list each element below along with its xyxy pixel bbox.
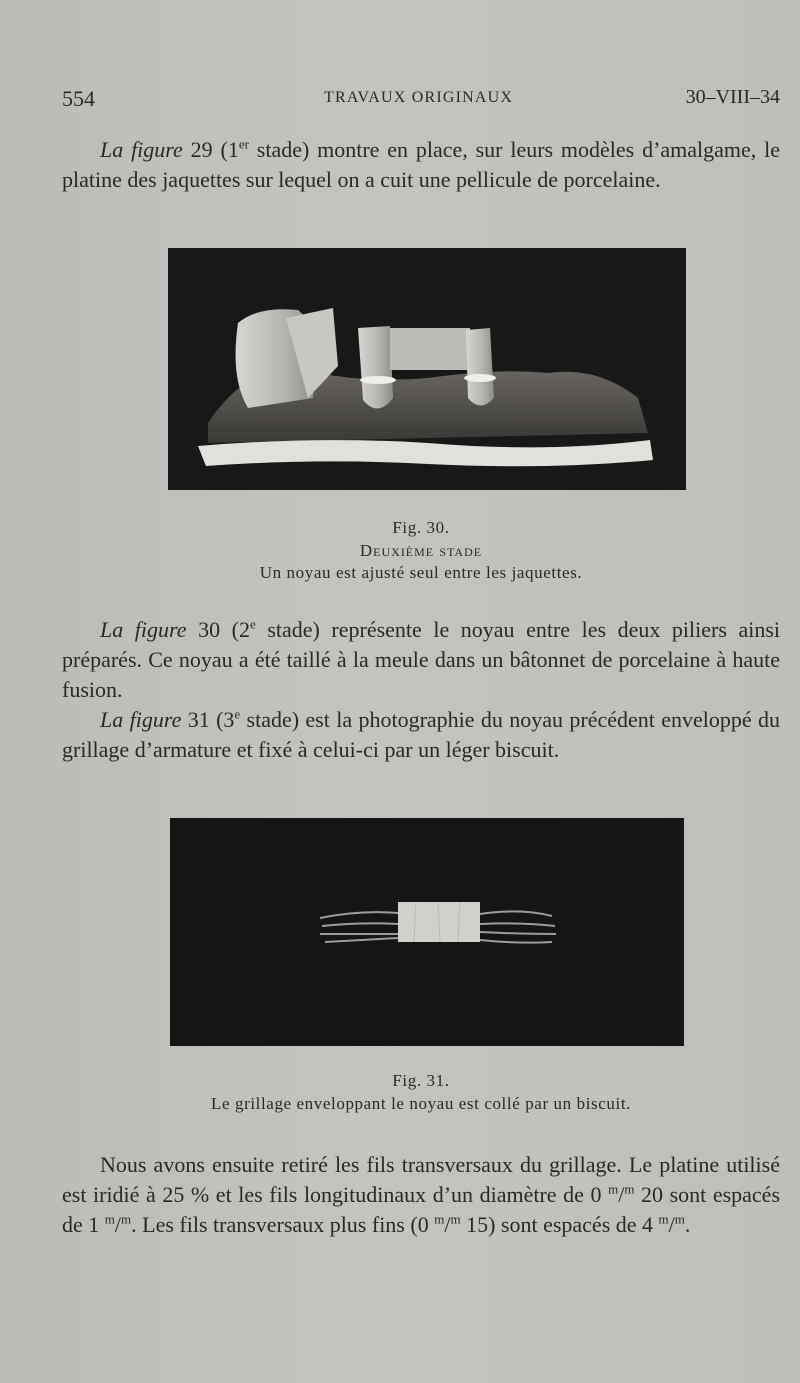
figure-30-photo bbox=[168, 248, 686, 490]
figure-number: 30 (2 bbox=[198, 617, 250, 642]
running-title: TRAVAUX ORIGINAUX bbox=[324, 89, 514, 106]
paragraph-text: stade) montre en place, sur leurs modèles d’amalgame, le platine des jaquettes sur lequel on a cuit une pellicule de porcelaine. bbox=[62, 137, 781, 192]
figure-31-photo bbox=[170, 818, 684, 1046]
unit-slash: / bbox=[114, 1212, 122, 1237]
superscript: e bbox=[249, 616, 256, 632]
paragraph-text: stade) représente le noyau entre les deux piliers ainsi préparés. Ce noyau a été taillé à la meule dans un bâtonnet de porcelaine à haute fusion. bbox=[62, 617, 781, 702]
paragraph-text: stade) est la photographie du noyau précédent enveloppé du grillage d’armature et fixé à celui-ci par un léger biscuit. bbox=[62, 707, 780, 762]
unit-superscript: m bbox=[121, 1211, 132, 1227]
figure-number: 29 (1 bbox=[190, 137, 239, 162]
paragraph-text: . bbox=[684, 1212, 691, 1237]
unit-superscript: m bbox=[624, 1181, 635, 1197]
figure-30-label: Fig. 30. bbox=[392, 518, 450, 537]
figure-30-caption: Un noyau est ajusté seul entre les jaquettes. bbox=[259, 563, 583, 582]
page-number: 554 bbox=[62, 86, 95, 111]
paragraph-figure-31 bbox=[62, 705, 780, 765]
page-header bbox=[62, 86, 780, 116]
unit-superscript: m bbox=[450, 1211, 461, 1227]
paragraph-figure-29 bbox=[62, 135, 780, 195]
paragraph-text: 20 sont espacés de 1 bbox=[62, 1182, 781, 1237]
paragraph-text: . Les fils transversaux plus fins (0 bbox=[131, 1212, 435, 1237]
unit-slash: / bbox=[444, 1212, 451, 1237]
paragraph-text: 15) sont espacés de 4 bbox=[460, 1212, 659, 1237]
unit-slash: / bbox=[618, 1182, 625, 1207]
figure-ref: La figure bbox=[100, 617, 187, 642]
superscript: er bbox=[238, 136, 249, 152]
unit-superscript: m bbox=[104, 1211, 115, 1227]
unit-slash: / bbox=[668, 1212, 675, 1237]
figure-ref: La figure bbox=[100, 137, 183, 162]
paragraph-grid-wires bbox=[62, 1150, 780, 1240]
superscript: e bbox=[234, 706, 241, 722]
figure-ref: La figure bbox=[100, 707, 182, 732]
unit-superscript: m bbox=[674, 1211, 685, 1227]
paragraph-figure-30 bbox=[62, 615, 780, 705]
figure-31-label: Fig. 31. bbox=[392, 1071, 450, 1090]
unit-superscript: m bbox=[608, 1181, 619, 1197]
figure-30-subtitle: Deuxième stade bbox=[359, 541, 483, 560]
header-date: 30–VIII–34 bbox=[685, 86, 780, 108]
paragraph-text: Nous avons ensuite retiré les fils transversaux du grillage. Le platine utilisé est iridié à 25 % et les fils longitudinaux d’un diamètre de 0 bbox=[62, 1152, 780, 1207]
figure-number: 31 (3 bbox=[187, 707, 235, 732]
unit-superscript: m bbox=[658, 1211, 669, 1227]
unit-superscript: m bbox=[434, 1211, 445, 1227]
figure-31-caption: Le grillage enveloppant le noyau est collé par un biscuit. bbox=[210, 1094, 631, 1113]
